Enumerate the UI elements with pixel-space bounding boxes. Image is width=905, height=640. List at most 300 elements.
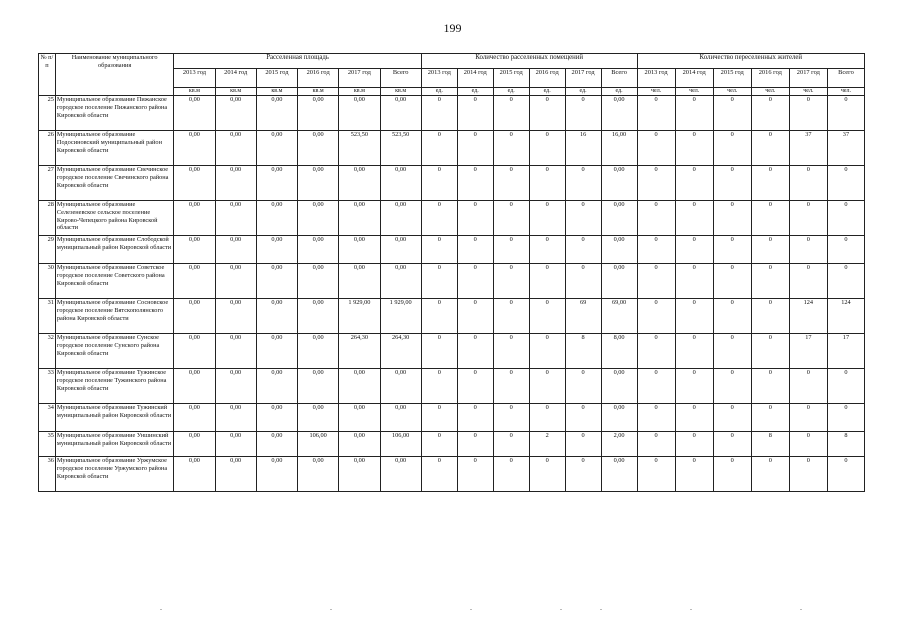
row-value: 69 bbox=[565, 299, 601, 334]
row-name: Муниципальное образование Уншинский муниципальный район Кировской области bbox=[55, 432, 173, 457]
header-year: 2013 год bbox=[421, 69, 457, 88]
row-value: 0 bbox=[421, 432, 457, 457]
row-value: 0 bbox=[493, 299, 529, 334]
row-value: 0,00 bbox=[339, 201, 380, 236]
row-value: 0 bbox=[675, 369, 713, 404]
row-value: 0 bbox=[421, 299, 457, 334]
row-value: 0 bbox=[529, 369, 565, 404]
row-value: 0,00 bbox=[339, 264, 380, 299]
row-value: 0,00 bbox=[174, 96, 215, 131]
row-value: 0,00 bbox=[339, 404, 380, 432]
header-unit: ед. bbox=[529, 88, 565, 96]
row-value: 0 bbox=[713, 166, 751, 201]
row-value: 0 bbox=[751, 334, 789, 369]
row-value: 0,00 bbox=[256, 236, 297, 264]
table-row bbox=[39, 457, 865, 492]
row-value: 0,00 bbox=[601, 457, 637, 492]
header-unit: чел. bbox=[751, 88, 789, 96]
row-value: 0 bbox=[529, 299, 565, 334]
row-value: 0 bbox=[637, 264, 675, 299]
row-value: 106,00 bbox=[380, 432, 421, 457]
row-value: 0,00 bbox=[256, 299, 297, 334]
row-value: 0 bbox=[529, 201, 565, 236]
row-value: 0 bbox=[713, 299, 751, 334]
header-unit: ед. bbox=[457, 88, 493, 96]
row-value: 0,00 bbox=[380, 264, 421, 299]
row-value: 106,00 bbox=[298, 432, 339, 457]
row-number: 25 bbox=[39, 96, 56, 131]
row-value: 0 bbox=[529, 96, 565, 131]
row-value: 0 bbox=[421, 236, 457, 264]
row-name: Муниципальное образование Пижанское городское поселение Пижанского района Кировской области bbox=[55, 96, 173, 131]
row-value: 0 bbox=[637, 131, 675, 166]
scan-speck bbox=[600, 609, 602, 610]
row-value: 0 bbox=[713, 201, 751, 236]
scan-speck bbox=[690, 609, 692, 610]
row-value: 0,00 bbox=[601, 201, 637, 236]
header-year: 2014 год bbox=[675, 69, 713, 88]
row-value: 0 bbox=[457, 264, 493, 299]
header-unit: кв.м bbox=[215, 88, 256, 96]
row-value: 0,00 bbox=[601, 404, 637, 432]
scan-speck bbox=[330, 609, 332, 610]
row-value: 0 bbox=[493, 334, 529, 369]
row-value: 37 bbox=[789, 131, 827, 166]
row-value: 0 bbox=[789, 404, 827, 432]
table-row bbox=[39, 264, 865, 299]
scan-noise bbox=[0, 609, 905, 613]
header-unit: ед. bbox=[565, 88, 601, 96]
row-value: 0,00 bbox=[256, 404, 297, 432]
row-value: 0 bbox=[457, 96, 493, 131]
row-value: 0 bbox=[529, 457, 565, 492]
row-value: 0,00 bbox=[174, 201, 215, 236]
header-group: Количество расселенных помещений bbox=[421, 54, 637, 69]
row-value: 0,00 bbox=[298, 457, 339, 492]
row-value: 0 bbox=[457, 432, 493, 457]
row-value: 0 bbox=[675, 404, 713, 432]
row-value: 0 bbox=[457, 236, 493, 264]
row-value: 0 bbox=[565, 96, 601, 131]
row-value: 0,00 bbox=[174, 457, 215, 492]
header-unit: чел. bbox=[675, 88, 713, 96]
row-value: 0 bbox=[789, 201, 827, 236]
row-value: 0,00 bbox=[256, 166, 297, 201]
row-value: 0 bbox=[457, 369, 493, 404]
row-value: 0 bbox=[565, 432, 601, 457]
row-value: 0 bbox=[637, 457, 675, 492]
row-name: Муниципальное образование Подосиновский муниципальный район Кировской области bbox=[55, 131, 173, 166]
header-group: Количество переселенных жителей bbox=[637, 54, 864, 69]
scan-speck bbox=[470, 609, 472, 610]
row-value: 0 bbox=[789, 96, 827, 131]
row-number: 32 bbox=[39, 334, 56, 369]
row-value: 0 bbox=[529, 236, 565, 264]
row-value: 0 bbox=[637, 236, 675, 264]
row-value: 0 bbox=[421, 166, 457, 201]
row-value: 0 bbox=[675, 201, 713, 236]
header-year: 2017 год bbox=[789, 69, 827, 88]
row-value: 0 bbox=[675, 236, 713, 264]
row-value: 0 bbox=[789, 166, 827, 201]
row-value: 523,50 bbox=[339, 131, 380, 166]
header-unit: ед. bbox=[493, 88, 529, 96]
row-value: 0,00 bbox=[256, 96, 297, 131]
table-row bbox=[39, 236, 865, 264]
row-value: 0,00 bbox=[174, 236, 215, 264]
row-value: 0,00 bbox=[174, 369, 215, 404]
row-value: 0 bbox=[827, 404, 864, 432]
row-value: 0 bbox=[751, 299, 789, 334]
table-row bbox=[39, 96, 865, 131]
row-value: 0,00 bbox=[298, 166, 339, 201]
row-value: 0,00 bbox=[339, 457, 380, 492]
table-row bbox=[39, 432, 865, 457]
table-row bbox=[39, 334, 865, 369]
row-value: 0 bbox=[457, 299, 493, 334]
row-value: 0,00 bbox=[174, 131, 215, 166]
row-value: 0,00 bbox=[380, 166, 421, 201]
row-value: 0,00 bbox=[256, 201, 297, 236]
row-value: 0 bbox=[827, 264, 864, 299]
row-value: 0,00 bbox=[174, 264, 215, 299]
row-value: 0,00 bbox=[215, 131, 256, 166]
row-value: 0 bbox=[751, 166, 789, 201]
row-number: 29 bbox=[39, 236, 56, 264]
row-value: 0 bbox=[713, 369, 751, 404]
row-value: 2,00 bbox=[601, 432, 637, 457]
row-value: 0,00 bbox=[174, 404, 215, 432]
row-name: Муниципальное образование Слободской муниципальный район Кировской области bbox=[55, 236, 173, 264]
table-row bbox=[39, 201, 865, 236]
header-year: 2014 год bbox=[215, 69, 256, 88]
row-value: 8 bbox=[565, 334, 601, 369]
row-number: 34 bbox=[39, 404, 56, 432]
row-value: 0 bbox=[493, 404, 529, 432]
row-value: 0 bbox=[529, 404, 565, 432]
row-value: 0 bbox=[457, 334, 493, 369]
header-year: 2016 год bbox=[298, 69, 339, 88]
row-value: 0,00 bbox=[298, 96, 339, 131]
header-unit: кв.м bbox=[256, 88, 297, 96]
row-value: 0 bbox=[565, 166, 601, 201]
row-value: 8,00 bbox=[601, 334, 637, 369]
row-number: 27 bbox=[39, 166, 56, 201]
header-unit: кв.м bbox=[380, 88, 421, 96]
row-value: 0,00 bbox=[215, 96, 256, 131]
row-value: 0 bbox=[493, 457, 529, 492]
row-value: 0 bbox=[751, 236, 789, 264]
row-value: 0,00 bbox=[174, 299, 215, 334]
row-value: 523,50 bbox=[380, 131, 421, 166]
header-unit: кв.м bbox=[298, 88, 339, 96]
row-value: 0 bbox=[421, 457, 457, 492]
row-value: 0,00 bbox=[601, 369, 637, 404]
table-row bbox=[39, 369, 865, 404]
row-value: 0,00 bbox=[215, 236, 256, 264]
row-value: 16,00 bbox=[601, 131, 637, 166]
row-value: 0 bbox=[529, 166, 565, 201]
row-value: 0,00 bbox=[215, 299, 256, 334]
row-value: 124 bbox=[827, 299, 864, 334]
row-value: 0,00 bbox=[256, 264, 297, 299]
row-value: 0,00 bbox=[380, 201, 421, 236]
row-value: 0 bbox=[713, 264, 751, 299]
row-value: 16 bbox=[565, 131, 601, 166]
row-value: 0,00 bbox=[215, 201, 256, 236]
row-value: 0,00 bbox=[215, 432, 256, 457]
header-year: 2013 год bbox=[637, 69, 675, 88]
row-value: 0,00 bbox=[380, 369, 421, 404]
header-number: № п/п bbox=[39, 54, 56, 96]
row-value: 0,00 bbox=[298, 369, 339, 404]
row-value: 0 bbox=[827, 236, 864, 264]
header-year: 2017 год bbox=[565, 69, 601, 88]
header-year: 2015 год bbox=[493, 69, 529, 88]
row-value: 0,00 bbox=[339, 432, 380, 457]
row-value: 0 bbox=[675, 264, 713, 299]
row-value: 0,00 bbox=[215, 166, 256, 201]
header-unit: кв.м bbox=[339, 88, 380, 96]
row-value: 0 bbox=[751, 457, 789, 492]
row-value: 0 bbox=[713, 236, 751, 264]
row-value: 0,00 bbox=[256, 131, 297, 166]
row-value: 0,00 bbox=[298, 299, 339, 334]
row-value: 0 bbox=[529, 334, 565, 369]
row-value: 0 bbox=[713, 96, 751, 131]
row-number: 30 bbox=[39, 264, 56, 299]
row-value: 0,00 bbox=[215, 457, 256, 492]
row-value: 0 bbox=[493, 96, 529, 131]
row-value: 0 bbox=[565, 264, 601, 299]
header-year: 2016 год bbox=[751, 69, 789, 88]
row-value: 0 bbox=[789, 432, 827, 457]
row-value: 264,30 bbox=[380, 334, 421, 369]
row-value: 0 bbox=[565, 457, 601, 492]
row-value: 0 bbox=[421, 201, 457, 236]
row-value: 0 bbox=[751, 201, 789, 236]
row-value: 0 bbox=[421, 404, 457, 432]
row-name: Муниципальное образование Селезеневское сельское поселение Кирово-Чепецкого района Кировской области bbox=[55, 201, 173, 236]
row-value: 0 bbox=[637, 299, 675, 334]
row-number: 33 bbox=[39, 369, 56, 404]
row-value: 2 bbox=[529, 432, 565, 457]
row-value: 0 bbox=[637, 96, 675, 131]
row-value: 0,00 bbox=[298, 404, 339, 432]
row-value: 0,00 bbox=[601, 96, 637, 131]
header-year: 2015 год bbox=[256, 69, 297, 88]
table-row bbox=[39, 131, 865, 166]
row-value: 0,00 bbox=[601, 166, 637, 201]
row-value: 0 bbox=[827, 369, 864, 404]
row-value: 0,00 bbox=[215, 334, 256, 369]
row-value: 0 bbox=[789, 264, 827, 299]
row-value: 0,00 bbox=[256, 432, 297, 457]
row-value: 0 bbox=[457, 131, 493, 166]
header-year: Всего bbox=[827, 69, 864, 88]
row-value: 0 bbox=[565, 404, 601, 432]
row-value: 0 bbox=[493, 369, 529, 404]
row-value: 0 bbox=[827, 201, 864, 236]
row-name: Муниципальное образование Тужинское городское поселение Тужинского района Кировской области bbox=[55, 369, 173, 404]
row-value: 0 bbox=[637, 201, 675, 236]
table-row bbox=[39, 404, 865, 432]
header-unit: ед. bbox=[601, 88, 637, 96]
header-unit: чел. bbox=[827, 88, 864, 96]
header-year: 2013 год bbox=[174, 69, 215, 88]
row-value: 0,00 bbox=[339, 96, 380, 131]
row-value: 0 bbox=[789, 369, 827, 404]
header-unit: чел. bbox=[789, 88, 827, 96]
row-value: 0,00 bbox=[174, 166, 215, 201]
row-value: 0,00 bbox=[380, 96, 421, 131]
header-year: 2016 год bbox=[529, 69, 565, 88]
row-value: 0 bbox=[675, 334, 713, 369]
header-year: 2017 год bbox=[339, 69, 380, 88]
scan-speck bbox=[800, 609, 802, 610]
row-value: 0,00 bbox=[174, 432, 215, 457]
row-value: 0 bbox=[789, 236, 827, 264]
row-value: 0 bbox=[457, 166, 493, 201]
row-value: 0 bbox=[421, 131, 457, 166]
row-value: 0,00 bbox=[380, 404, 421, 432]
row-number: 28 bbox=[39, 201, 56, 236]
header-name: Наименование муниципального образования bbox=[55, 54, 173, 96]
row-value: 8 bbox=[827, 432, 864, 457]
row-value: 0 bbox=[637, 334, 675, 369]
row-value: 0 bbox=[565, 369, 601, 404]
row-value: 0 bbox=[493, 236, 529, 264]
row-value: 0 bbox=[675, 96, 713, 131]
row-value: 0 bbox=[529, 131, 565, 166]
row-value: 0 bbox=[713, 457, 751, 492]
row-number: 26 bbox=[39, 131, 56, 166]
header-group: Расселенная площадь bbox=[174, 54, 421, 69]
row-value: 0,00 bbox=[174, 334, 215, 369]
row-name: Муниципальное образование Уржумское городское поселение Уржумского района Кировской области bbox=[55, 457, 173, 492]
resettlement-table bbox=[38, 53, 865, 492]
row-value: 0 bbox=[421, 369, 457, 404]
row-number: 31 bbox=[39, 299, 56, 334]
row-value: 0 bbox=[789, 457, 827, 492]
row-value: 0,00 bbox=[601, 236, 637, 264]
row-value: 0 bbox=[675, 457, 713, 492]
row-value: 0,00 bbox=[601, 264, 637, 299]
row-value: 0 bbox=[713, 404, 751, 432]
row-value: 0,00 bbox=[215, 404, 256, 432]
row-value: 17 bbox=[789, 334, 827, 369]
row-value: 0 bbox=[421, 96, 457, 131]
row-value: 1 929,00 bbox=[339, 299, 380, 334]
row-value: 0 bbox=[675, 432, 713, 457]
row-value: 0 bbox=[675, 299, 713, 334]
header-unit: чел. bbox=[637, 88, 675, 96]
row-name: Муниципальное образование Свечинское городское поселение Свечинского района Кировской области bbox=[55, 166, 173, 201]
row-value: 8 bbox=[751, 432, 789, 457]
row-value: 1 929,00 bbox=[380, 299, 421, 334]
row-value: 0 bbox=[457, 404, 493, 432]
row-value: 0 bbox=[493, 201, 529, 236]
row-value: 0 bbox=[827, 457, 864, 492]
scan-speck bbox=[560, 609, 562, 610]
row-value: 69,00 bbox=[601, 299, 637, 334]
row-value: 0 bbox=[637, 166, 675, 201]
row-value: 0 bbox=[713, 334, 751, 369]
row-value: 0 bbox=[457, 201, 493, 236]
row-value: 0 bbox=[421, 334, 457, 369]
row-value: 0,00 bbox=[215, 264, 256, 299]
row-value: 0 bbox=[637, 404, 675, 432]
row-value: 124 bbox=[789, 299, 827, 334]
table-row bbox=[39, 299, 865, 334]
row-value: 0,00 bbox=[339, 236, 380, 264]
row-value: 0 bbox=[493, 264, 529, 299]
row-value: 0,00 bbox=[298, 131, 339, 166]
row-name: Муниципальное образование Сосновское городское поселение Вятскополянского района Кировской области bbox=[55, 299, 173, 334]
row-value: 0,00 bbox=[256, 334, 297, 369]
row-value: 0 bbox=[493, 166, 529, 201]
scan-speck bbox=[160, 609, 162, 610]
header-unit: чел. bbox=[713, 88, 751, 96]
row-name: Муниципальное образование Сунское городское поселение Сунского района Кировской области bbox=[55, 334, 173, 369]
row-number: 36 bbox=[39, 457, 56, 492]
row-value: 0 bbox=[565, 236, 601, 264]
row-value: 0,00 bbox=[380, 457, 421, 492]
row-name: Муниципальное образование Советское городское поселение Советского района Кировской области bbox=[55, 264, 173, 299]
row-value: 0,00 bbox=[298, 264, 339, 299]
row-value: 0 bbox=[421, 264, 457, 299]
header-row-groups bbox=[39, 54, 865, 69]
row-value: 0 bbox=[637, 432, 675, 457]
page-number: 199 bbox=[443, 21, 462, 35]
row-value: 0 bbox=[529, 264, 565, 299]
table-row bbox=[39, 166, 865, 201]
header-year: 2014 год bbox=[457, 69, 493, 88]
row-value: 0 bbox=[751, 369, 789, 404]
row-value: 0 bbox=[675, 131, 713, 166]
header-unit: ед. bbox=[421, 88, 457, 96]
row-value: 0,00 bbox=[256, 457, 297, 492]
row-value: 0 bbox=[493, 131, 529, 166]
row-value: 0,00 bbox=[256, 369, 297, 404]
row-value: 264,30 bbox=[339, 334, 380, 369]
row-value: 0,00 bbox=[339, 369, 380, 404]
row-value: 0 bbox=[751, 264, 789, 299]
row-value: 0,00 bbox=[298, 201, 339, 236]
row-value: 0 bbox=[827, 166, 864, 201]
row-value: 0,00 bbox=[215, 369, 256, 404]
row-value: 0 bbox=[827, 96, 864, 131]
row-value: 0 bbox=[493, 432, 529, 457]
row-value: 17 bbox=[827, 334, 864, 369]
row-value: 0 bbox=[751, 404, 789, 432]
row-value: 0 bbox=[713, 131, 751, 166]
row-value: 0 bbox=[713, 432, 751, 457]
header-year: Всего bbox=[380, 69, 421, 88]
row-value: 0 bbox=[675, 166, 713, 201]
row-value: 0,00 bbox=[298, 334, 339, 369]
row-value: 0 bbox=[565, 201, 601, 236]
row-value: 0 bbox=[457, 457, 493, 492]
header-unit: кв.м bbox=[174, 88, 215, 96]
row-value: 0 bbox=[751, 131, 789, 166]
row-name: Муниципальное образование Тужинский муниципальный район Кировской области bbox=[55, 404, 173, 432]
header-year: Всего bbox=[601, 69, 637, 88]
row-value: 37 bbox=[827, 131, 864, 166]
row-value: 0 bbox=[637, 369, 675, 404]
header-year: 2015 год bbox=[713, 69, 751, 88]
row-value: 0,00 bbox=[339, 166, 380, 201]
